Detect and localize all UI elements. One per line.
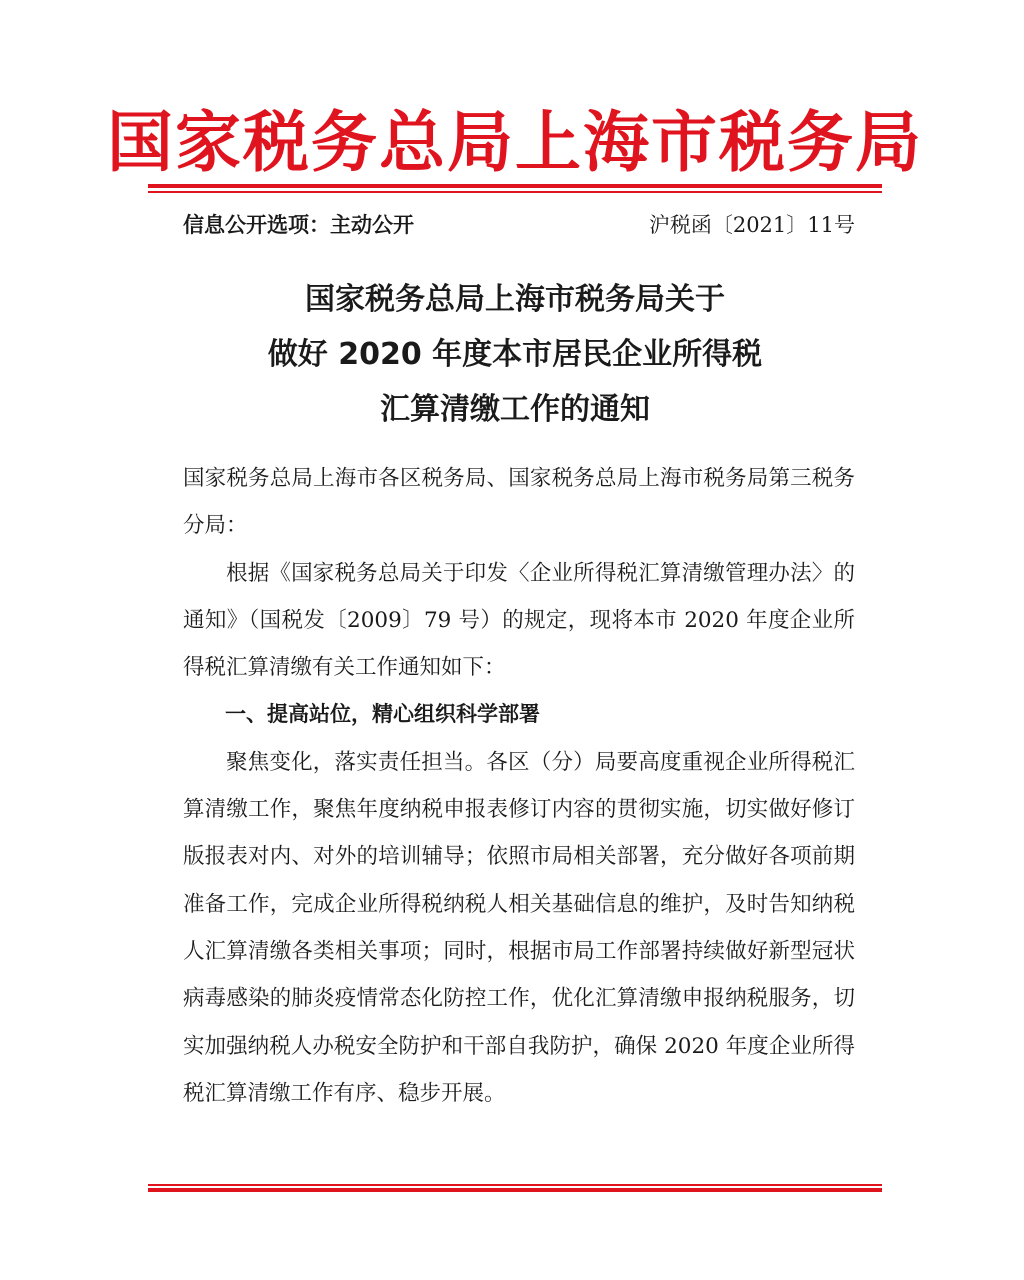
title-line-3: 汇算清缴工作的通知 — [380, 392, 650, 427]
document-title — [150, 272, 880, 437]
section-1-heading: 一、提高站位，精心组织科学部署 — [225, 702, 540, 727]
document-body — [183, 455, 855, 1117]
footer-red-rule-thin — [148, 1184, 882, 1186]
document-number: 沪税函〔2021〕11号 — [648, 213, 855, 237]
document-meta-row — [183, 206, 855, 242]
section-1-paragraph: 聚焦变化，落实责任担当。各区（分）局要高度重视企业所得税汇算清缴工作，聚焦年度纳税申报表修订内容的贯彻实施，切实做好修订版报表对内、对外的培训辅导；依照市局相关部署，充分做好各项前期准备工作，完成企业所得税纳税人相关基础信息的维护，及时告知纳税人汇算清缴各类相关事项；同时，根据市局工作部署持续做好新型冠状病毒感染的肺炎疫情常态化防控工作，优化汇算清缴申报纳税服务，切实加强纳税人办税安全防护和干部自我防护，确保 2020 年度企业所得税汇算清缴工作有序、稳步开展。 — [183, 749, 855, 1106]
intro-paragraph: 根据《国家税务总局关于印发〈企业所得税汇算清缴管理办法〉的通知》（国税发〔2009〕79 号）的规定，现将本市 2020 年度企业所得税汇算清缴有关工作通知如下： — [183, 560, 855, 681]
addressee-paragraph: 国家税务总局上海市各区税务局、国家税务总局上海市税务局第三税务分局： — [183, 466, 855, 539]
title-line-2: 做好 2020 年度本市居民企业所得税 — [267, 337, 763, 372]
masthead-red-rule-thick — [148, 184, 882, 188]
disclosure-option: 信息公开选项：主动公开 — [183, 213, 414, 237]
footer-red-rule-thick — [148, 1188, 882, 1192]
title-line-1: 国家税务总局上海市税务局关于 — [305, 282, 725, 317]
masthead-agency-name: 国家税务总局上海市税务局 — [107, 102, 923, 181]
masthead-red-rule-thin — [148, 191, 882, 193]
